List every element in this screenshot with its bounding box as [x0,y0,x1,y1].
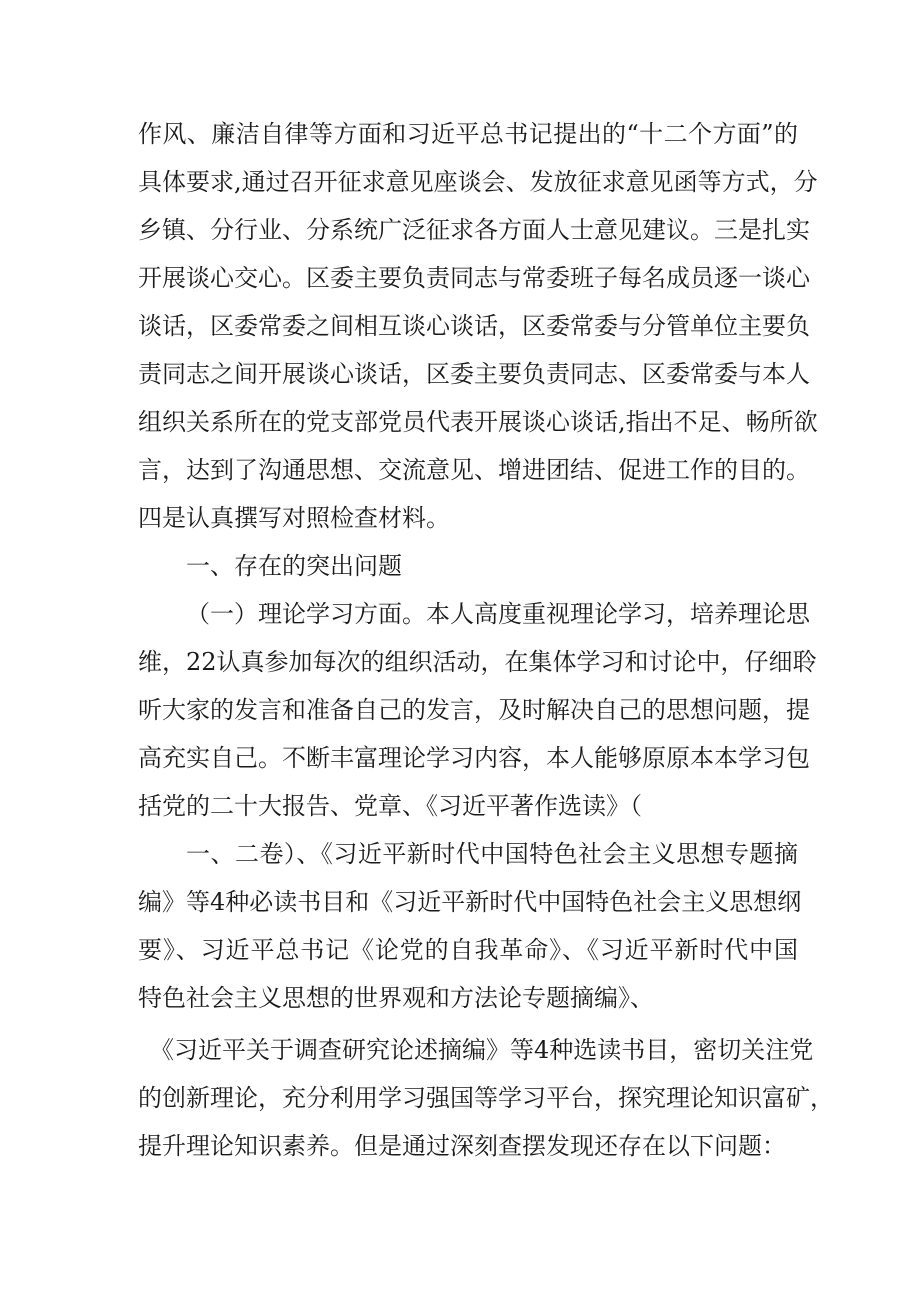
paragraph-line: 具体要求,通过召开征求意见座谈会、发放征求意见函等方式，分 [138,168,818,196]
paragraph-line: 一、二卷）、《习近平新时代中国特色社会主义思想专题摘 [186,840,798,868]
paragraph-line: 乡镇、分行业、分系统广泛征求各方面人士意见建议。三是扎实 [138,216,810,244]
paragraph-line: 《习近平关于调查研究论述摘编》等4种选读书目，密切关注党 [150,1036,814,1064]
paragraph-line: （一）理论学习方面。本人高度重视理论学习，培养理论思 [186,600,810,628]
paragraph-line: 的创新理论，充分利用学习强国等学习平台，探究理论知识富矿， [138,1084,834,1112]
paragraph-line: 维，22认真参加每次的组织活动，在集体学习和讨论中，仔细聆 [138,648,817,676]
paragraph-line: 听大家的发言和准备自己的发言，及时解决自己的思想问题，提 [138,696,810,724]
section-heading: 一、存在的突出问题 [186,552,402,580]
paragraph-line: 特色社会主义思想的世界观和方法论专题摘编》、 [138,984,654,1012]
paragraph-line: 提升理论知识素养。但是通过深刻查摆发现还存在以下问题： [138,1132,786,1160]
paragraph-line: 作风、廉洁自律等方面和习近平总书记提出的“十二个方面”的 [138,120,798,148]
paragraph-line: 责同志之间开展谈心谈话，区委主要负责同志、区委常委与本人 [138,360,810,388]
paragraph-line: 四是认真撰写对照检查材料。 [138,504,450,532]
paragraph-line: 谈话，区委常委之间相互谈心谈话，区委常委与分管单位主要负 [138,312,810,340]
paragraph-line: 括党的二十大报告、党章、《习近平著作选读》（ [138,792,642,820]
paragraph-line: 组织关系所在的党支部党员代表开展谈心谈话,指出不足、畅所欲 [138,408,818,436]
paragraph-line: 高充实自己。不断丰富理论学习内容，本人能够原原本本学习包 [138,744,810,772]
paragraph-line: 言，达到了沟通思想、交流意见、增进团结、促进工作的目的。 [138,456,810,484]
paragraph-line: 开展谈心交心。区委主要负责同志与常委班子每名成员逐一谈心 [138,264,810,292]
paragraph-line: 要》、习近平总书记《论党的自我革命》、《习近平新时代中国 [138,936,798,964]
paragraph-line: 编》等4种必读书目和《习近平新时代中国特色社会主义思想纲 [138,888,802,916]
